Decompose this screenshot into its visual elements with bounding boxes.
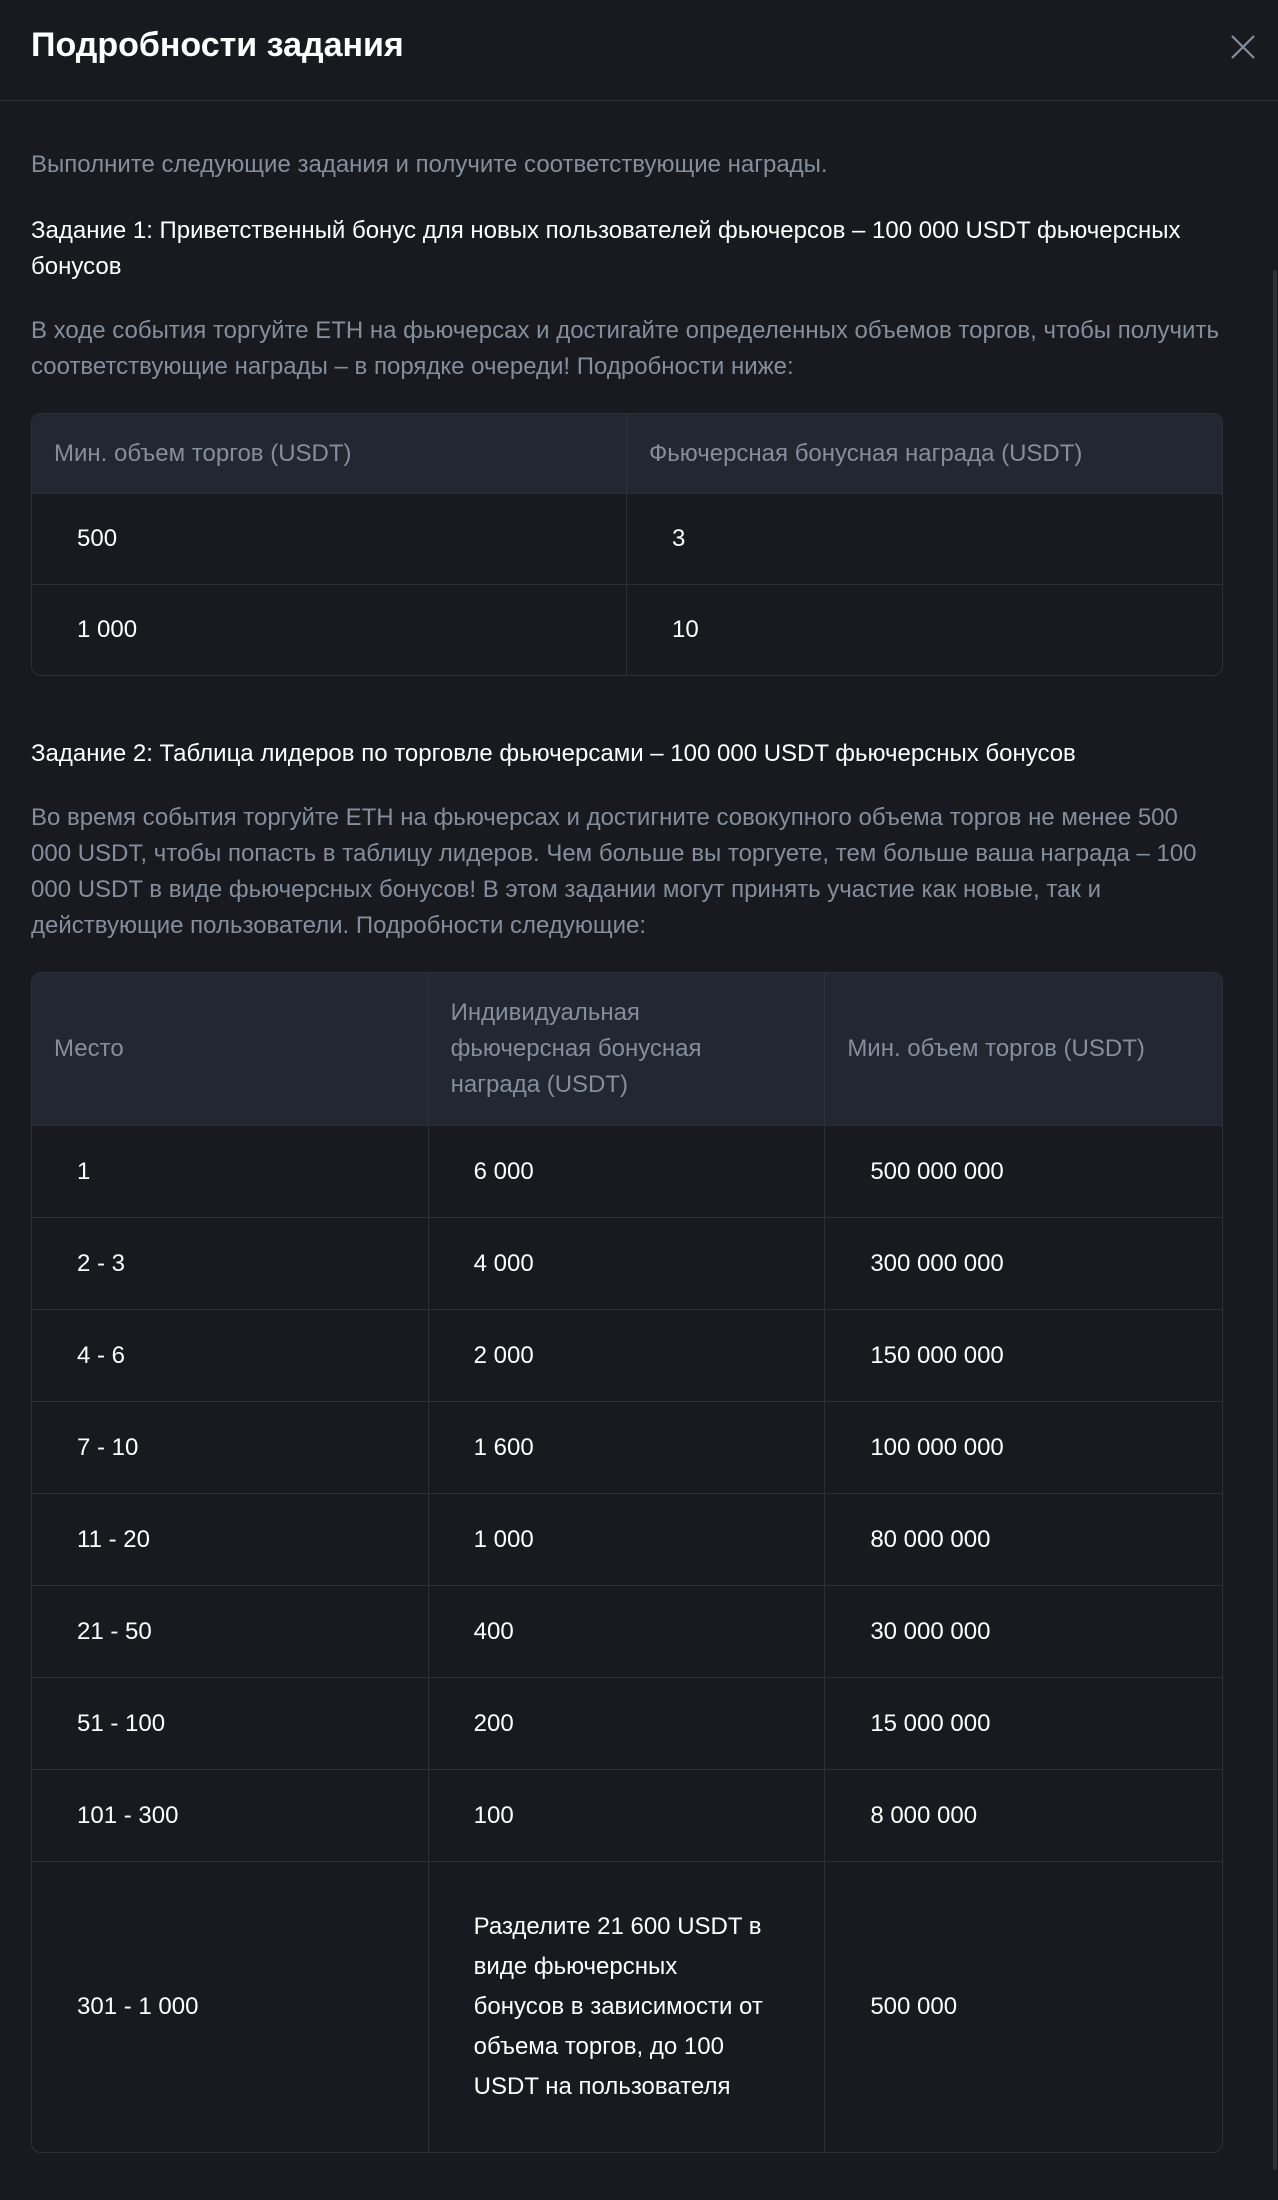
column-header: Мин. объем торгов (USDT) — [32, 414, 627, 493]
scrollbar[interactable] — [1272, 270, 1278, 2170]
table-cell: Разделите 21 600 USDT в виде фьючерсных бонусов в зависимости от объема торгов, до 100 USDT на пользователя — [429, 1861, 826, 2152]
table-row — [32, 1493, 1222, 1585]
table-cell: 300 000 000 — [825, 1217, 1222, 1309]
table-cell: 4 - 6 — [32, 1309, 429, 1401]
table-cell: 6 000 — [429, 1125, 826, 1217]
table-cell: 500 — [32, 493, 627, 584]
column-header: Мин. объем торгов (USDT) — [825, 973, 1222, 1125]
table-row — [32, 1677, 1222, 1769]
task1-table — [31, 413, 1223, 676]
table-cell: 8 000 000 — [825, 1769, 1222, 1861]
table-cell: 101 - 300 — [32, 1769, 429, 1861]
table-cell: 100 — [429, 1769, 826, 1861]
task2-description: Во время события торгуйте ETH на фьючерсах и достигните совокупного объема торгов не менее 500 000 USDT, чтобы попасть в таблицу лидеров. Чем больше вы торгуете, тем больше ваша награда – 100 000 USDT в виде фьючерсных бонусов! В этом задании могут принять участие как новые, так и действующие пользователи. Подробности следующие: — [31, 804, 1197, 939]
column-header: Место — [32, 973, 429, 1125]
table-cell: 7 - 10 — [32, 1401, 429, 1493]
table-row — [32, 1769, 1222, 1861]
table-cell: 11 - 20 — [32, 1493, 429, 1585]
table-cell: 21 - 50 — [32, 1585, 429, 1677]
table-cell: 4 000 — [429, 1217, 826, 1309]
table-row — [32, 1309, 1222, 1401]
table-cell: 30 000 000 — [825, 1585, 1222, 1677]
task1-description: В ходе события торгуйте ETH на фьючерсах и достигайте определенных объемов торгов, чтобы получить соответствующие награды – в порядке очереди! Подробности ниже: — [31, 317, 1219, 380]
table-cell: 3 — [627, 493, 1222, 584]
table-cell: 1 000 — [429, 1493, 826, 1585]
table-cell: 2 - 3 — [32, 1217, 429, 1309]
task1-title: Задание 1: Приветственный бонус для новых пользователей фьючерсов – 100 000 USDT фьючерсных бонусов — [31, 217, 1181, 280]
table-row — [32, 1217, 1222, 1309]
table-row — [32, 493, 1222, 584]
table-row — [32, 584, 1222, 675]
table-row — [32, 1861, 1222, 2152]
table-cell: 2 000 — [429, 1309, 826, 1401]
table-cell: 1 600 — [429, 1401, 826, 1493]
table-cell: 1 — [32, 1125, 429, 1217]
column-header: Индивидуальная фьючерсная бонусная награда (USDT) — [429, 973, 826, 1125]
column-header: Фьючерсная бонусная награда (USDT) — [627, 414, 1222, 493]
table-cell: 15 000 000 — [825, 1677, 1222, 1769]
table-cell: 301 - 1 000 — [32, 1861, 429, 2152]
table-row — [32, 1125, 1222, 1217]
table-cell: 100 000 000 — [825, 1401, 1222, 1493]
table-cell: 150 000 000 — [825, 1309, 1222, 1401]
modal-title: Подробности задания — [31, 26, 404, 64]
table-cell: 400 — [429, 1585, 826, 1677]
task2-table — [31, 972, 1223, 2153]
modal-header — [0, 0, 1278, 101]
intro-text: Выполните следующие задания и получите соответствующие награды. — [31, 151, 828, 178]
table-cell: 500 000 — [825, 1861, 1222, 2152]
table-cell: 500 000 000 — [825, 1125, 1222, 1217]
table-cell: 200 — [429, 1677, 826, 1769]
table-cell: 80 000 000 — [825, 1493, 1222, 1585]
task2-title: Задание 2: Таблица лидеров по торговле фьючерсами – 100 000 USDT фьючерсных бонусов — [31, 740, 1076, 767]
table-row — [32, 1585, 1222, 1677]
table-cell: 1 000 — [32, 584, 627, 675]
table-cell: 51 - 100 — [32, 1677, 429, 1769]
close-icon[interactable] — [1226, 30, 1260, 64]
modal-body — [0, 147, 1254, 2153]
table-cell: 10 — [627, 584, 1222, 675]
table-row — [32, 1401, 1222, 1493]
